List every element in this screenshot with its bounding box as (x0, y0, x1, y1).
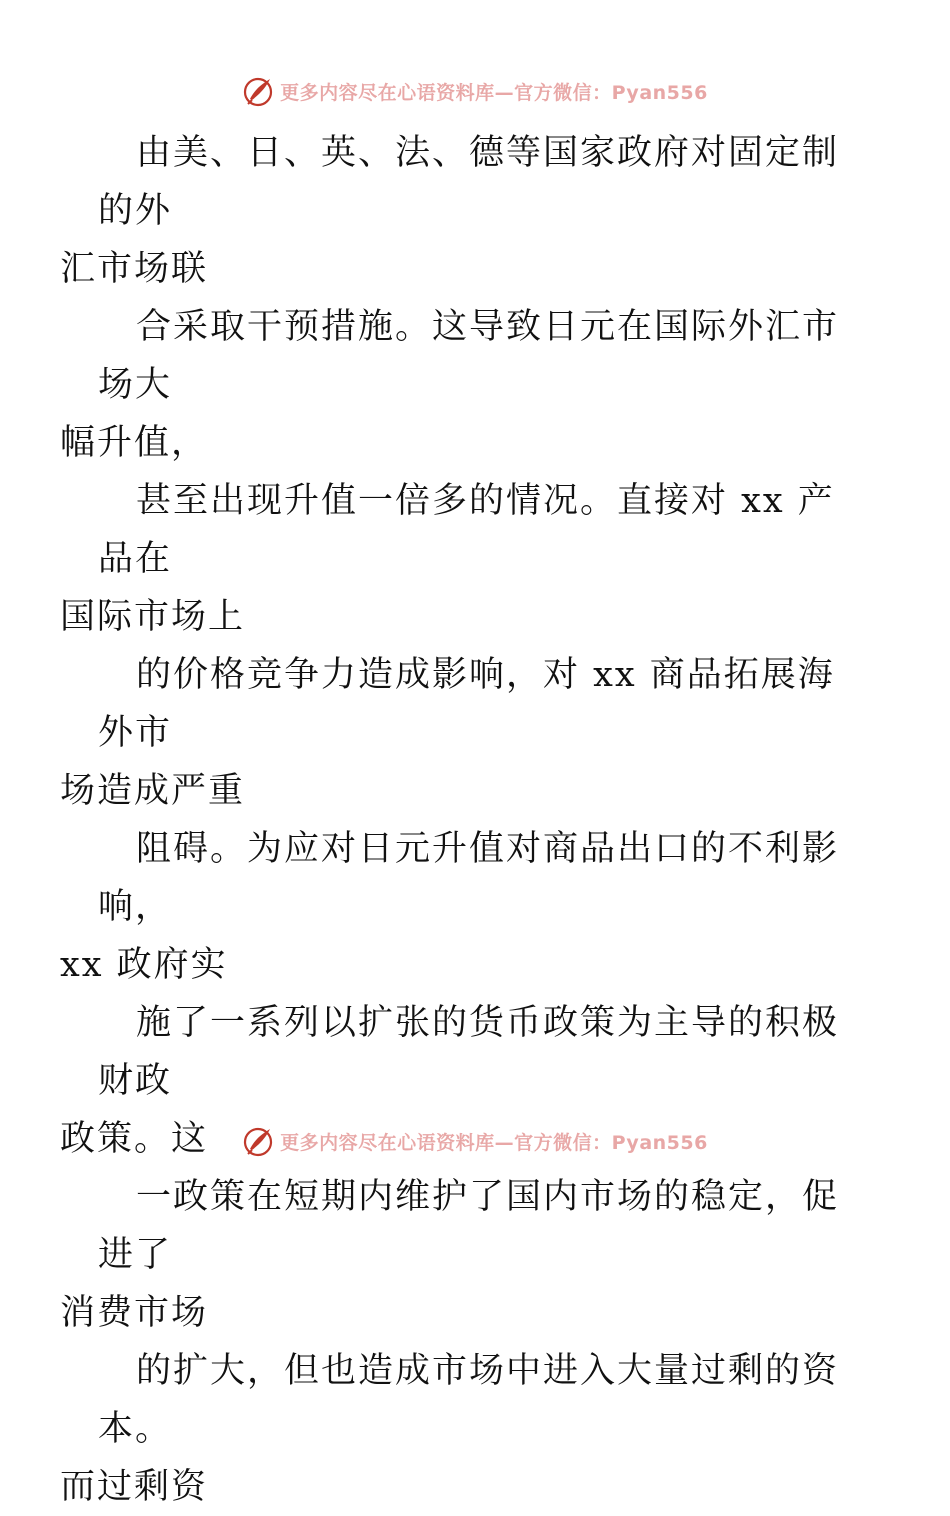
paragraph-line: 的价格竞争力造成影响，对 xx 商品拓展海外市 (98, 655, 835, 753)
paragraph-line: 消费市场 (60, 1293, 209, 1333)
paragraph-line: 甚至出现升值一倍多的情况。直接对 xx 产品在 (98, 481, 835, 579)
paragraph-line: 汇市场联 (60, 249, 209, 289)
header-banner (0, 71, 950, 111)
paragraph-line: 政策。这 (60, 1119, 209, 1159)
paragraph (60, 472, 858, 646)
document-body (60, 124, 858, 1516)
paragraph-line: 而过剩资 (60, 1467, 209, 1507)
header-banner-text: 更多内容尽在心语资料库—官方微信：Pyan556 (280, 81, 708, 104)
paragraph (60, 298, 858, 472)
paragraph-line: 国际市场上 (60, 597, 246, 637)
paragraph-line: 合采取干预措施。这导致日元在国际外汇市场大 (98, 307, 840, 405)
paragraph-line: 一政策在短期内维护了国内市场的稳定，促进了 (98, 1177, 840, 1275)
paragraph-line: 幅升值， (60, 423, 209, 463)
paragraph-line: 的扩大，但也造成市场中进入大量过剩的资本。 (98, 1351, 840, 1449)
quill-logo-icon (242, 75, 274, 107)
paragraph (60, 124, 858, 298)
footer-banner-text: 更多内容尽在心语资料库—官方微信：Pyan556 (280, 1131, 708, 1154)
paragraph (60, 1168, 858, 1342)
paragraph-line: 阻碍。为应对日元升值对商品出口的不利影响， (98, 829, 840, 927)
paragraph-line: 由美、日、英、法、德等国家政府对固定制的外 (98, 133, 840, 231)
paragraph-line: xx 政府实 (60, 945, 228, 985)
paragraph (60, 646, 858, 820)
footer-banner (0, 1121, 950, 1161)
paragraph (60, 1342, 858, 1516)
quill-logo-icon (242, 1125, 274, 1157)
paragraph-line: 场造成严重 (60, 771, 246, 811)
paragraph (60, 820, 858, 994)
paragraph-line: 施了一系列以扩张的货币政策为主导的积极财政 (98, 1003, 840, 1101)
